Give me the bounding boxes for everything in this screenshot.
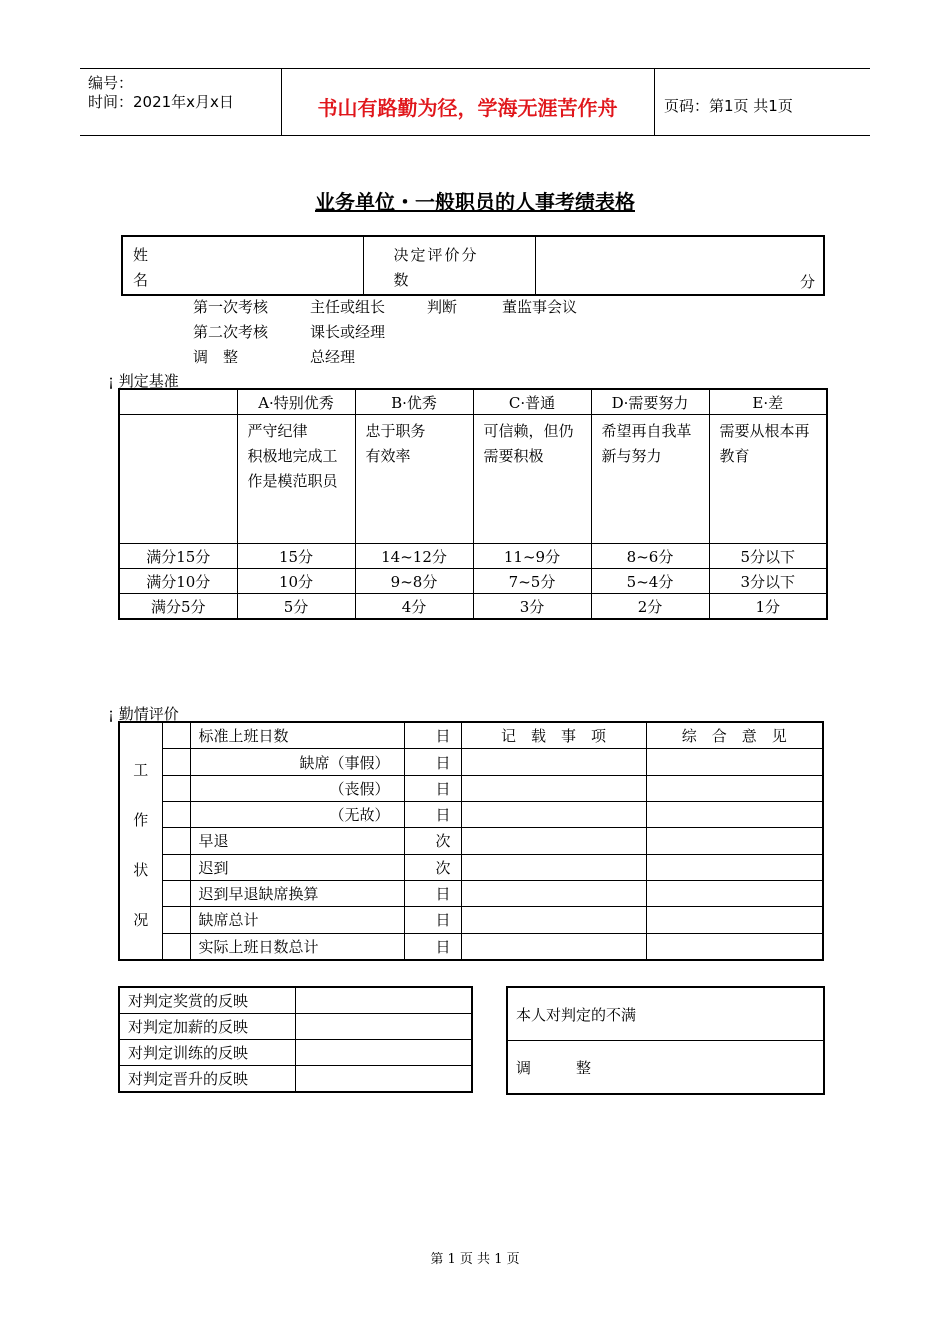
header-code: 编号：: [88, 74, 134, 92]
opinion-cell[interactable]: [646, 933, 823, 960]
dissatisfaction-table: [506, 986, 825, 1095]
reaction-label: 对判定晋升的反映: [119, 1066, 295, 1093]
attendance-check-cell[interactable]: [162, 722, 190, 749]
score-cell: 15分: [237, 544, 355, 569]
reaction-value-cell[interactable]: [295, 1066, 472, 1093]
score-cell: 11~9分: [473, 544, 591, 569]
review-role: 总经理: [310, 348, 356, 366]
reaction-value-cell[interactable]: [295, 1040, 472, 1066]
reaction-label: 对判定加薪的反映: [119, 1014, 295, 1040]
grade-header: D·需要努力: [591, 389, 709, 415]
attendance-row: [119, 775, 823, 801]
attendance-section-label: ¡ 勤情评价: [108, 705, 179, 723]
attendance-item: 实际上班日数总计: [190, 933, 404, 960]
description-corner-cell: [119, 415, 237, 544]
document-title: [0, 186, 950, 215]
review-step: 第一次考核: [193, 298, 269, 316]
reaction-row: [119, 987, 472, 1014]
reaction-value-cell[interactable]: [295, 1014, 472, 1040]
attendance-item: （无故）: [190, 802, 404, 828]
attendance-check-cell[interactable]: [162, 880, 190, 906]
attendance-check-cell[interactable]: [162, 802, 190, 828]
score-cell: 9~8分: [355, 569, 473, 594]
attendance-row: [119, 722, 823, 749]
attendance-row: [119, 828, 823, 854]
document-title-text: 业务单位・一般职员的人事考绩表格: [315, 190, 635, 214]
score-cell: 5分以下: [709, 544, 827, 569]
header-time: 时间：2021年x月x日: [88, 93, 234, 111]
reaction-label: 对判定训练的反映: [119, 1040, 295, 1066]
grade-header-row: [119, 389, 827, 415]
reaction-row: [119, 1066, 472, 1093]
reaction-row: [119, 1014, 472, 1040]
review-flow-row-2: [193, 321, 385, 342]
review-flow-row-3: [193, 346, 355, 367]
reaction-table: [118, 986, 473, 1093]
attendance-item: 缺席总计: [190, 907, 404, 933]
work-status-char: 状: [133, 861, 149, 879]
score-row: [119, 569, 827, 594]
grade-description: 忠于职务 有效率: [355, 415, 473, 544]
attendance-check-cell[interactable]: [162, 775, 190, 801]
review-judge: 判断: [427, 298, 458, 316]
header-bottom-rule: [80, 135, 870, 136]
grade-header: B·优秀: [355, 389, 473, 415]
score-cell: 5~4分: [591, 569, 709, 594]
review-board: 董监事会议: [502, 298, 578, 316]
name-score-table: [121, 235, 825, 296]
score-cell: 14~12分: [355, 544, 473, 569]
grade-description: 需要从根本再教育: [709, 415, 827, 544]
attendance-check-cell[interactable]: [162, 854, 190, 880]
opinion-cell[interactable]: [646, 880, 823, 906]
attendance-item: 迟到: [190, 854, 404, 880]
attendance-item: 标准上班日数: [190, 722, 404, 749]
attendance-row: [119, 933, 823, 960]
score-value-cell[interactable]: [535, 236, 824, 295]
grade-description: 可信赖，但仍需要积极: [473, 415, 591, 544]
record-cell[interactable]: [461, 802, 646, 828]
score-cell: 1分: [709, 594, 827, 620]
grade-corner-cell: [119, 389, 237, 415]
score-cell: 10分: [237, 569, 355, 594]
grade-description-row: [119, 415, 827, 544]
reaction-value-cell[interactable]: [295, 987, 472, 1014]
record-cell[interactable]: [461, 828, 646, 854]
score-row: [119, 594, 827, 620]
header-top-rule: [80, 68, 870, 69]
work-status-side-label: [119, 722, 162, 960]
grade-header: E·差: [709, 389, 827, 415]
attendance-row: [119, 907, 823, 933]
review-step: 第二次考核: [193, 323, 269, 341]
score-row: [119, 544, 827, 569]
record-header: 记 载 事 项: [461, 722, 646, 749]
attendance-item: （丧假）: [190, 775, 404, 801]
work-status-char: 况: [133, 911, 149, 929]
attendance-row: [119, 880, 823, 906]
header-motto: 书山有路勤为径，学海无涯苦作舟: [317, 96, 618, 120]
attendance-item: 缺席（事假）: [190, 749, 404, 775]
attendance-unit[interactable]: 次: [404, 854, 461, 880]
review-flow-row-1: [193, 296, 577, 317]
name-label: 姓名: [133, 246, 149, 289]
attendance-row: [119, 749, 823, 775]
opinion-cell[interactable]: [646, 907, 823, 933]
criteria-table: [118, 388, 828, 620]
opinion-cell[interactable]: [646, 802, 823, 828]
attendance-unit[interactable]: 日: [404, 802, 461, 828]
record-cell[interactable]: [461, 749, 646, 775]
score-cell: 8~6分: [591, 544, 709, 569]
attendance-check-cell[interactable]: [162, 907, 190, 933]
name-label-cell: [122, 236, 363, 295]
header-divider: [654, 68, 655, 135]
reaction-label: 对判定奖赏的反映: [119, 987, 295, 1014]
attendance-unit[interactable]: 日: [404, 749, 461, 775]
grade-description: 严守纪律 积极地完成工作是模范职员: [237, 415, 355, 544]
score-cell: 4分: [355, 594, 473, 620]
attendance-unit[interactable]: 日: [404, 722, 461, 749]
reaction-row: [119, 1040, 472, 1066]
attendance-check-cell[interactable]: [162, 749, 190, 775]
attendance-item: 早退: [190, 828, 404, 854]
score-cell: 2分: [591, 594, 709, 620]
attendance-row: [119, 854, 823, 880]
review-step: 调 整: [193, 348, 239, 366]
score-label-cell: [363, 236, 535, 295]
attendance-unit[interactable]: 日: [404, 933, 461, 960]
score-cell: 3分: [473, 594, 591, 620]
work-status-char: 工: [133, 761, 149, 779]
attendance-item: 迟到早退缺席换算: [190, 880, 404, 906]
attendance-unit[interactable]: 日: [404, 907, 461, 933]
work-status-char: 作: [133, 811, 149, 829]
score-row-label: 满分10分: [119, 569, 237, 594]
record-cell[interactable]: [461, 880, 646, 906]
adjustment-cell[interactable]: [507, 1041, 824, 1095]
adjustment-label: 调 整: [516, 1058, 592, 1077]
score-label: 决定评价分数: [393, 246, 479, 289]
criteria-section-label: ¡ 判定基准: [108, 372, 179, 390]
page-footer: 第 1 页 共 1 页: [430, 1252, 520, 1267]
grade-description: 希望再自我革新与努力: [591, 415, 709, 544]
dissatisfaction-cell[interactable]: [507, 987, 824, 1041]
score-row-label: 满分5分: [119, 594, 237, 620]
opinion-cell[interactable]: [646, 854, 823, 880]
score-cell: 3分以下: [709, 569, 827, 594]
attendance-unit[interactable]: 日: [404, 880, 461, 906]
score-cell: 7~5分: [473, 569, 591, 594]
record-cell[interactable]: [461, 775, 646, 801]
opinion-cell[interactable]: [646, 775, 823, 801]
attendance-unit[interactable]: 次: [404, 828, 461, 854]
grade-header: A·特别优秀: [237, 389, 355, 415]
grade-header: C·普通: [473, 389, 591, 415]
score-unit: 分: [799, 273, 815, 291]
record-cell[interactable]: [461, 907, 646, 933]
header-page-number: 页码：第1页 共1页: [664, 97, 793, 115]
score-row-label: 满分15分: [119, 544, 237, 569]
opinion-cell[interactable]: [646, 749, 823, 775]
score-cell: 5分: [237, 594, 355, 620]
record-cell[interactable]: [461, 854, 646, 880]
dissatisfaction-label: 本人对判定的不满: [516, 1005, 637, 1024]
opinion-cell[interactable]: [646, 828, 823, 854]
attendance-unit[interactable]: 日: [404, 775, 461, 801]
opinion-header: 综 合 意 见: [646, 722, 823, 749]
attendance-check-cell[interactable]: [162, 828, 190, 854]
attendance-table: [118, 721, 824, 961]
attendance-check-cell[interactable]: [162, 933, 190, 960]
record-cell[interactable]: [461, 933, 646, 960]
review-role: 课长或经理: [310, 323, 386, 341]
attendance-row: [119, 802, 823, 828]
review-role: 主任或组长: [310, 298, 386, 316]
